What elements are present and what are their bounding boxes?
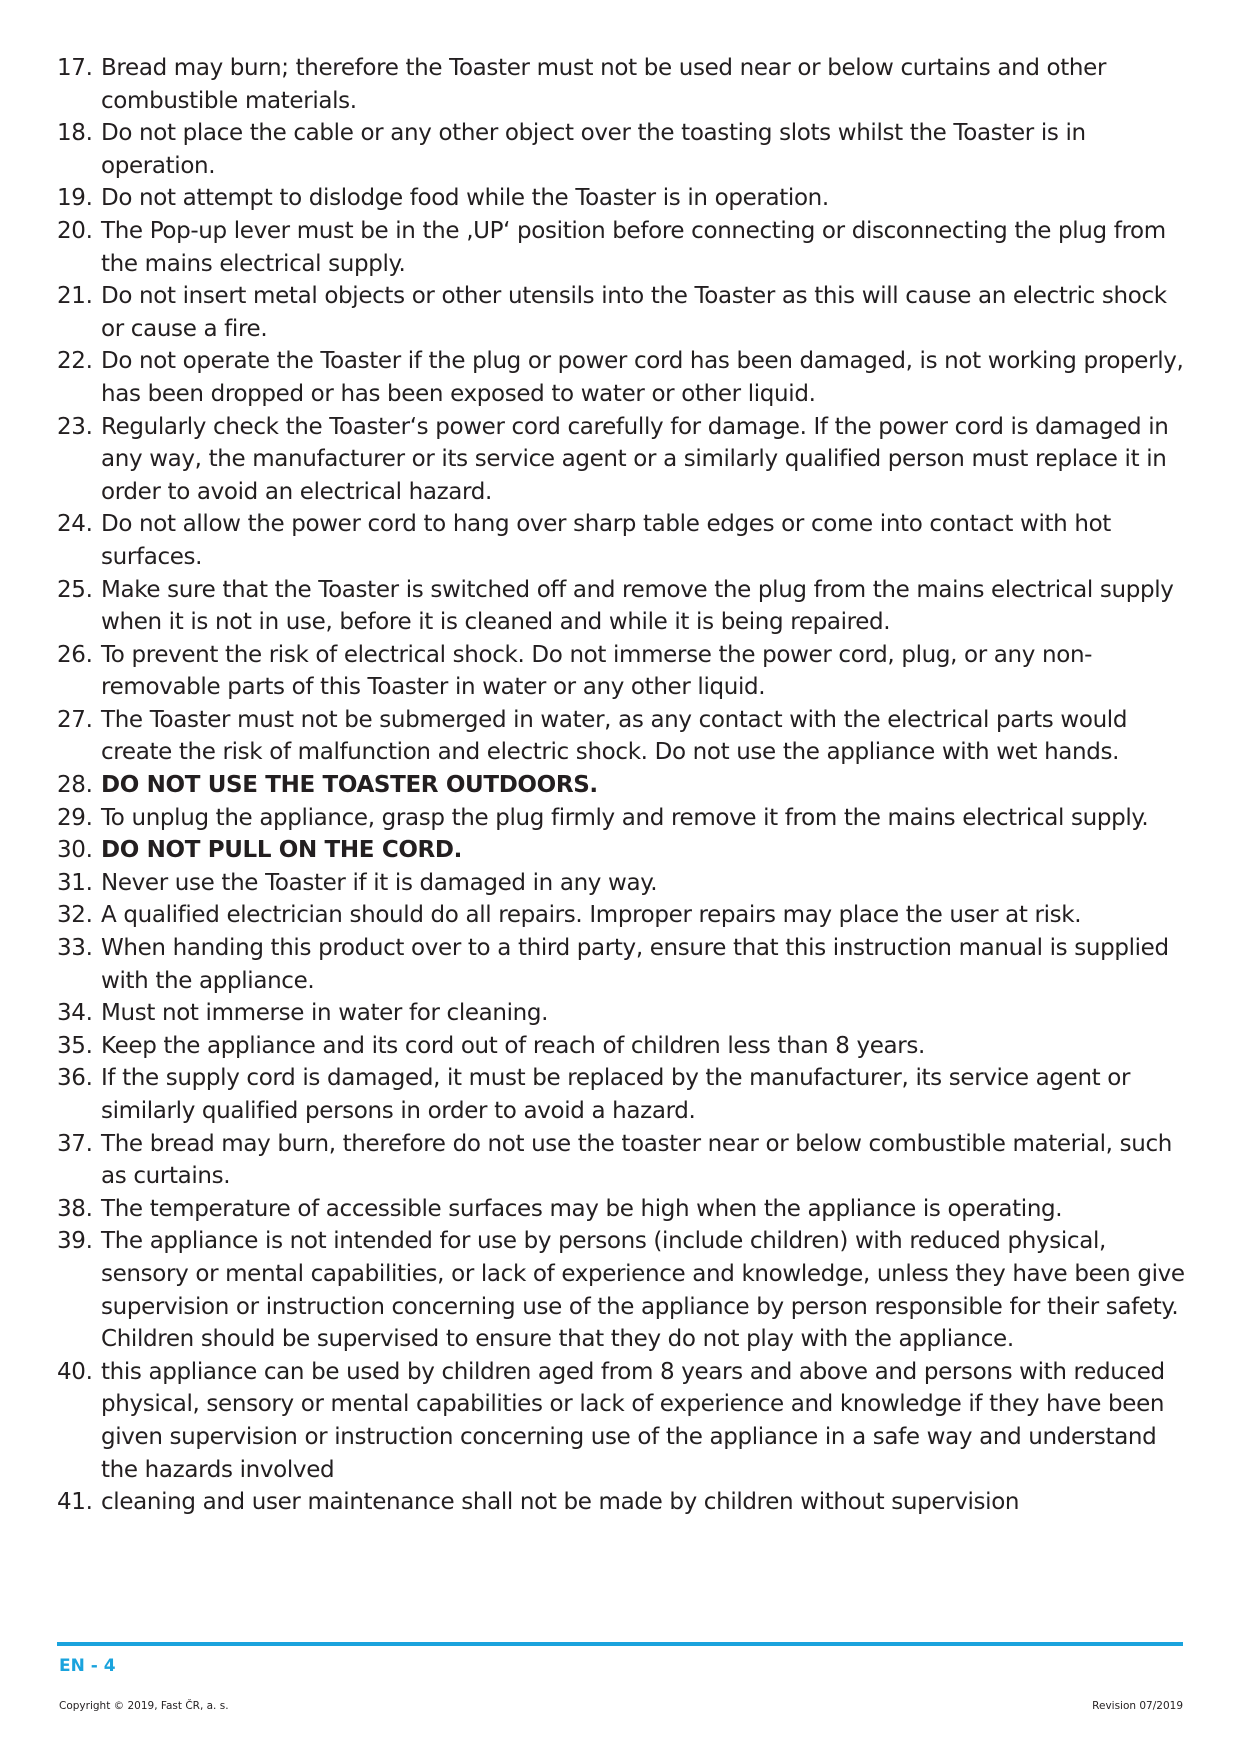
list-item [57, 1486, 1187, 1519]
item-text: cleaning and user maintenance shall not be made by children without supervision [101, 1489, 1020, 1516]
item-number: 34. [57, 1000, 93, 1027]
item-text: Make sure that the Toaster is switched off and remove the plug from the mains electrical supply when it is not in use, before it is cleaned and while it is being repaired. [101, 576, 1174, 636]
item-number: 25. [57, 576, 93, 603]
list-item [57, 215, 1187, 280]
list-item [57, 280, 1187, 345]
list-item [57, 997, 1187, 1030]
item-text: The Toaster must not be submerged in water, as any contact with the electrical parts would create the risk of malfunction and electric shock. Do not use the appliance with wet hands. [101, 706, 1128, 766]
item-number: 19. [57, 185, 93, 212]
item-text: To prevent the risk of electrical shock. Do not immerse the power cord, plug, or any non-removable parts of this Toaster in water or any other liquid. [101, 641, 1093, 701]
revision-label: Revision 07/2019 [1092, 1700, 1183, 1712]
item-number: 41. [57, 1489, 93, 1516]
list-item [57, 1225, 1187, 1355]
item-number: 17. [57, 55, 93, 81]
item-text: Do not attempt to dislodge food while the Toaster is in operation. [101, 185, 829, 212]
list-item [57, 1193, 1187, 1226]
list-item [57, 411, 1187, 509]
list-item [57, 117, 1187, 182]
list-item [57, 802, 1187, 835]
list-item [57, 1128, 1187, 1193]
item-text: The appliance is not intended for use by persons (include children) with reduced physical, sensory or mental capabilities, or lack of experience and knowledge, unless they have been give supervision or instruction concerning use of the appliance by person responsible for their safety. Children should be supervised to ensure that they do not play with the appliance. [101, 1228, 1185, 1353]
footer-divider [57, 1642, 1183, 1646]
item-text: The bread may burn, therefore do not use the toaster near or below combustible material, such as curtains. [101, 1130, 1172, 1190]
item-number: 18. [57, 120, 93, 147]
item-text: DO NOT USE THE TOASTER OUTDOORS. [101, 772, 598, 799]
item-number: 38. [57, 1195, 93, 1222]
list-item [57, 1030, 1187, 1063]
item-number: 40. [57, 1358, 93, 1385]
item-text: Keep the appliance and its cord out of reach of children less than 8 years. [101, 1032, 925, 1059]
item-text: If the supply cord is damaged, it must be replaced by the manufacturer, its service agent or similarly qualified persons in order to avoid a hazard. [101, 1065, 1131, 1124]
item-text: When handing this product over to a third party, ensure that this instruction manual is supplied with the appliance. [101, 935, 1169, 994]
item-number: 24. [57, 511, 93, 538]
item-number: 29. [57, 804, 93, 831]
item-number: 26. [57, 641, 93, 668]
item-number: 35. [57, 1032, 93, 1059]
item-text: A qualified electrician should do all repairs. Improper repairs may place the user at risk. [101, 902, 1082, 929]
item-text: Must not immerse in water for cleaning. [101, 1000, 549, 1027]
item-number: 37. [57, 1130, 93, 1157]
list-item [57, 182, 1187, 215]
list-item [57, 508, 1187, 573]
item-text: Never use the Toaster if it is damaged in any way. [101, 869, 658, 896]
item-text: Do not allow the power cord to hang over sharp table edges or come into contact with hot surfaces. [101, 511, 1111, 570]
item-number: 30. [57, 837, 93, 864]
list-item [57, 899, 1187, 932]
list-item [57, 639, 1187, 704]
item-number: 20. [57, 217, 93, 244]
list-item [57, 704, 1187, 769]
list-item [57, 345, 1187, 410]
item-number: 33. [57, 935, 93, 962]
list-item [57, 1062, 1187, 1127]
item-number: 28. [57, 772, 93, 799]
list-item [57, 867, 1187, 900]
item-number: 31. [57, 869, 93, 896]
item-text: The Pop-up lever must be in the ‚UP‘ position before connecting or disconnecting the plug from the mains electrical supply. [101, 217, 1166, 277]
item-number: 22. [57, 348, 93, 375]
list-item-warning [57, 834, 1187, 867]
list-item-warning [57, 769, 1187, 802]
item-text: this appliance can be used by children aged from 8 years and above and persons with reduced physical, sensory or mental capabilities or lack of experience and knowledge if they have been given supervision or instruction concerning use of the appliance in a safe way and understand the hazards involved [101, 1358, 1165, 1483]
item-text: Do not insert metal objects or other utensils into the Toaster as this will cause an electric shock or cause a fire. [101, 283, 1167, 342]
item-number: 32. [57, 902, 93, 929]
list-item [57, 574, 1187, 639]
item-text: Do not operate the Toaster if the plug or power cord has been damaged, is not working properly, has been dropped or has been exposed to water or other liquid. [101, 348, 1184, 407]
item-number: 36. [57, 1065, 93, 1092]
item-number: 21. [57, 283, 93, 310]
item-text: To unplug the appliance, grasp the plug firmly and remove it from the mains electrical supply. [101, 804, 1149, 831]
page-number: EN - 4 [59, 1656, 116, 1676]
item-text: DO NOT PULL ON THE CORD. [101, 837, 463, 864]
copyright-notice: Copyright © 2019, Fast ČR, a. s. [59, 1700, 229, 1712]
item-number: 23. [57, 413, 93, 440]
list-item [57, 1356, 1187, 1486]
list-item [57, 932, 1187, 997]
item-text: The temperature of accessible surfaces may be high when the appliance is operating. [101, 1195, 1063, 1222]
item-text: Do not place the cable or any other object over the toasting slots whilst the Toaster is in operation. [101, 120, 1086, 179]
list-item [57, 52, 1187, 117]
item-text: Regularly check the Toaster‘s power cord carefully for damage. If the power cord is damaged in any way, the manufacturer or its service agent or a similarly qualified person must replace it in order to avoid an electrical hazard. [101, 413, 1169, 505]
safety-instructions-list [57, 52, 1187, 1519]
item-number: 39. [57, 1228, 93, 1255]
item-number: 27. [57, 706, 93, 733]
item-text: Bread may burn; therefore the Toaster must not be used near or below curtains and other combustible materials. [101, 55, 1107, 114]
